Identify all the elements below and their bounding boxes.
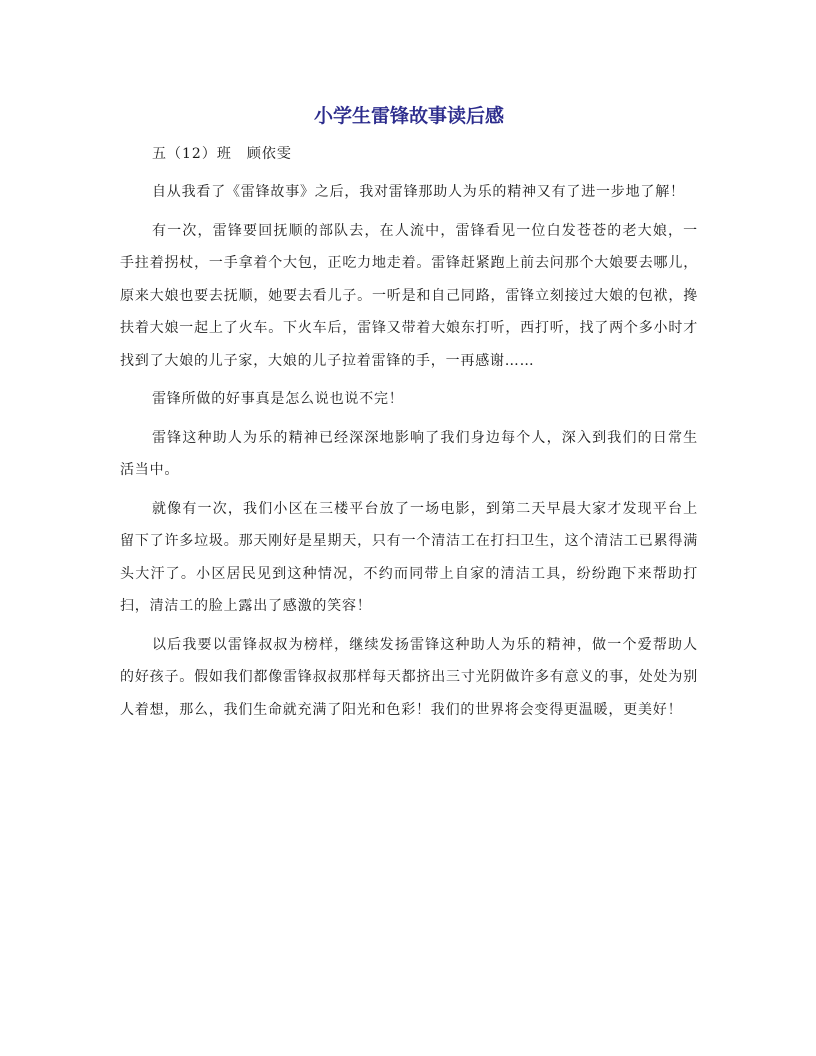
- document-title: 小学生雷锋故事读后感: [313, 105, 504, 127]
- paragraph-3: 雷锋所做的好事真是怎么说也说不完！: [152, 391, 404, 407]
- paragraph-2: 有一次，雷锋要回抚顺的部队去，在人流中，雷锋看见一位白发苍苍的老大娘，一手拄着拐杖，一手拿着个大包，正吃力地走着。雷锋赶紧跑上前去问那个大娘要去哪儿，原来大娘也要去抚顺，她要去看儿子。一听是和自己同路，雷锋立刻接过大娘的包袱，搀扶着大娘一起上了火车。下火车后，雷锋又带着大娘东打听，西打听，找了两个多小时才找到了大娘的儿子家，大娘的儿子拉着雷锋的手，一再感谢……: [120, 222, 698, 369]
- document-page: [120, 96, 698, 732]
- author-byline: 五（12）班 顾依雯: [152, 146, 292, 162]
- paragraph-5: 就像有一次，我们小区在三楼平台放了一场电影，到第二天早晨大家才发现平台上留下了许多垃圾。那天刚好是星期天，只有一个清洁工在打扫卫生，这个清洁工已累得满头大汗了。小区居民见到这种情况，不约而同带上自家的清洁工具，纷纷跑下来帮助打扫，清洁工的脸上露出了感激的笑容！: [120, 500, 698, 614]
- paragraph-6: 以后我要以雷锋叔叔为榜样，继续发扬雷锋这种助人为乐的精神，做一个爱帮助人的好孩子。假如我们都像雷锋叔叔那样每天都挤出三寸光阴做许多有意义的事，处处为别人着想，那么，我们生命就充满了阳光和色彩！我们的世界将会变得更温暖，更美好！: [120, 636, 698, 718]
- paragraph-4: 雷锋这种助人为乐的精神已经深深地影响了我们身边每个人，深入到我们的日常生活当中。: [120, 429, 698, 478]
- paragraph-1: 自从我看了《雷锋故事》之后，我对雷锋那助人为乐的精神又有了进一步地了解！: [152, 184, 685, 200]
